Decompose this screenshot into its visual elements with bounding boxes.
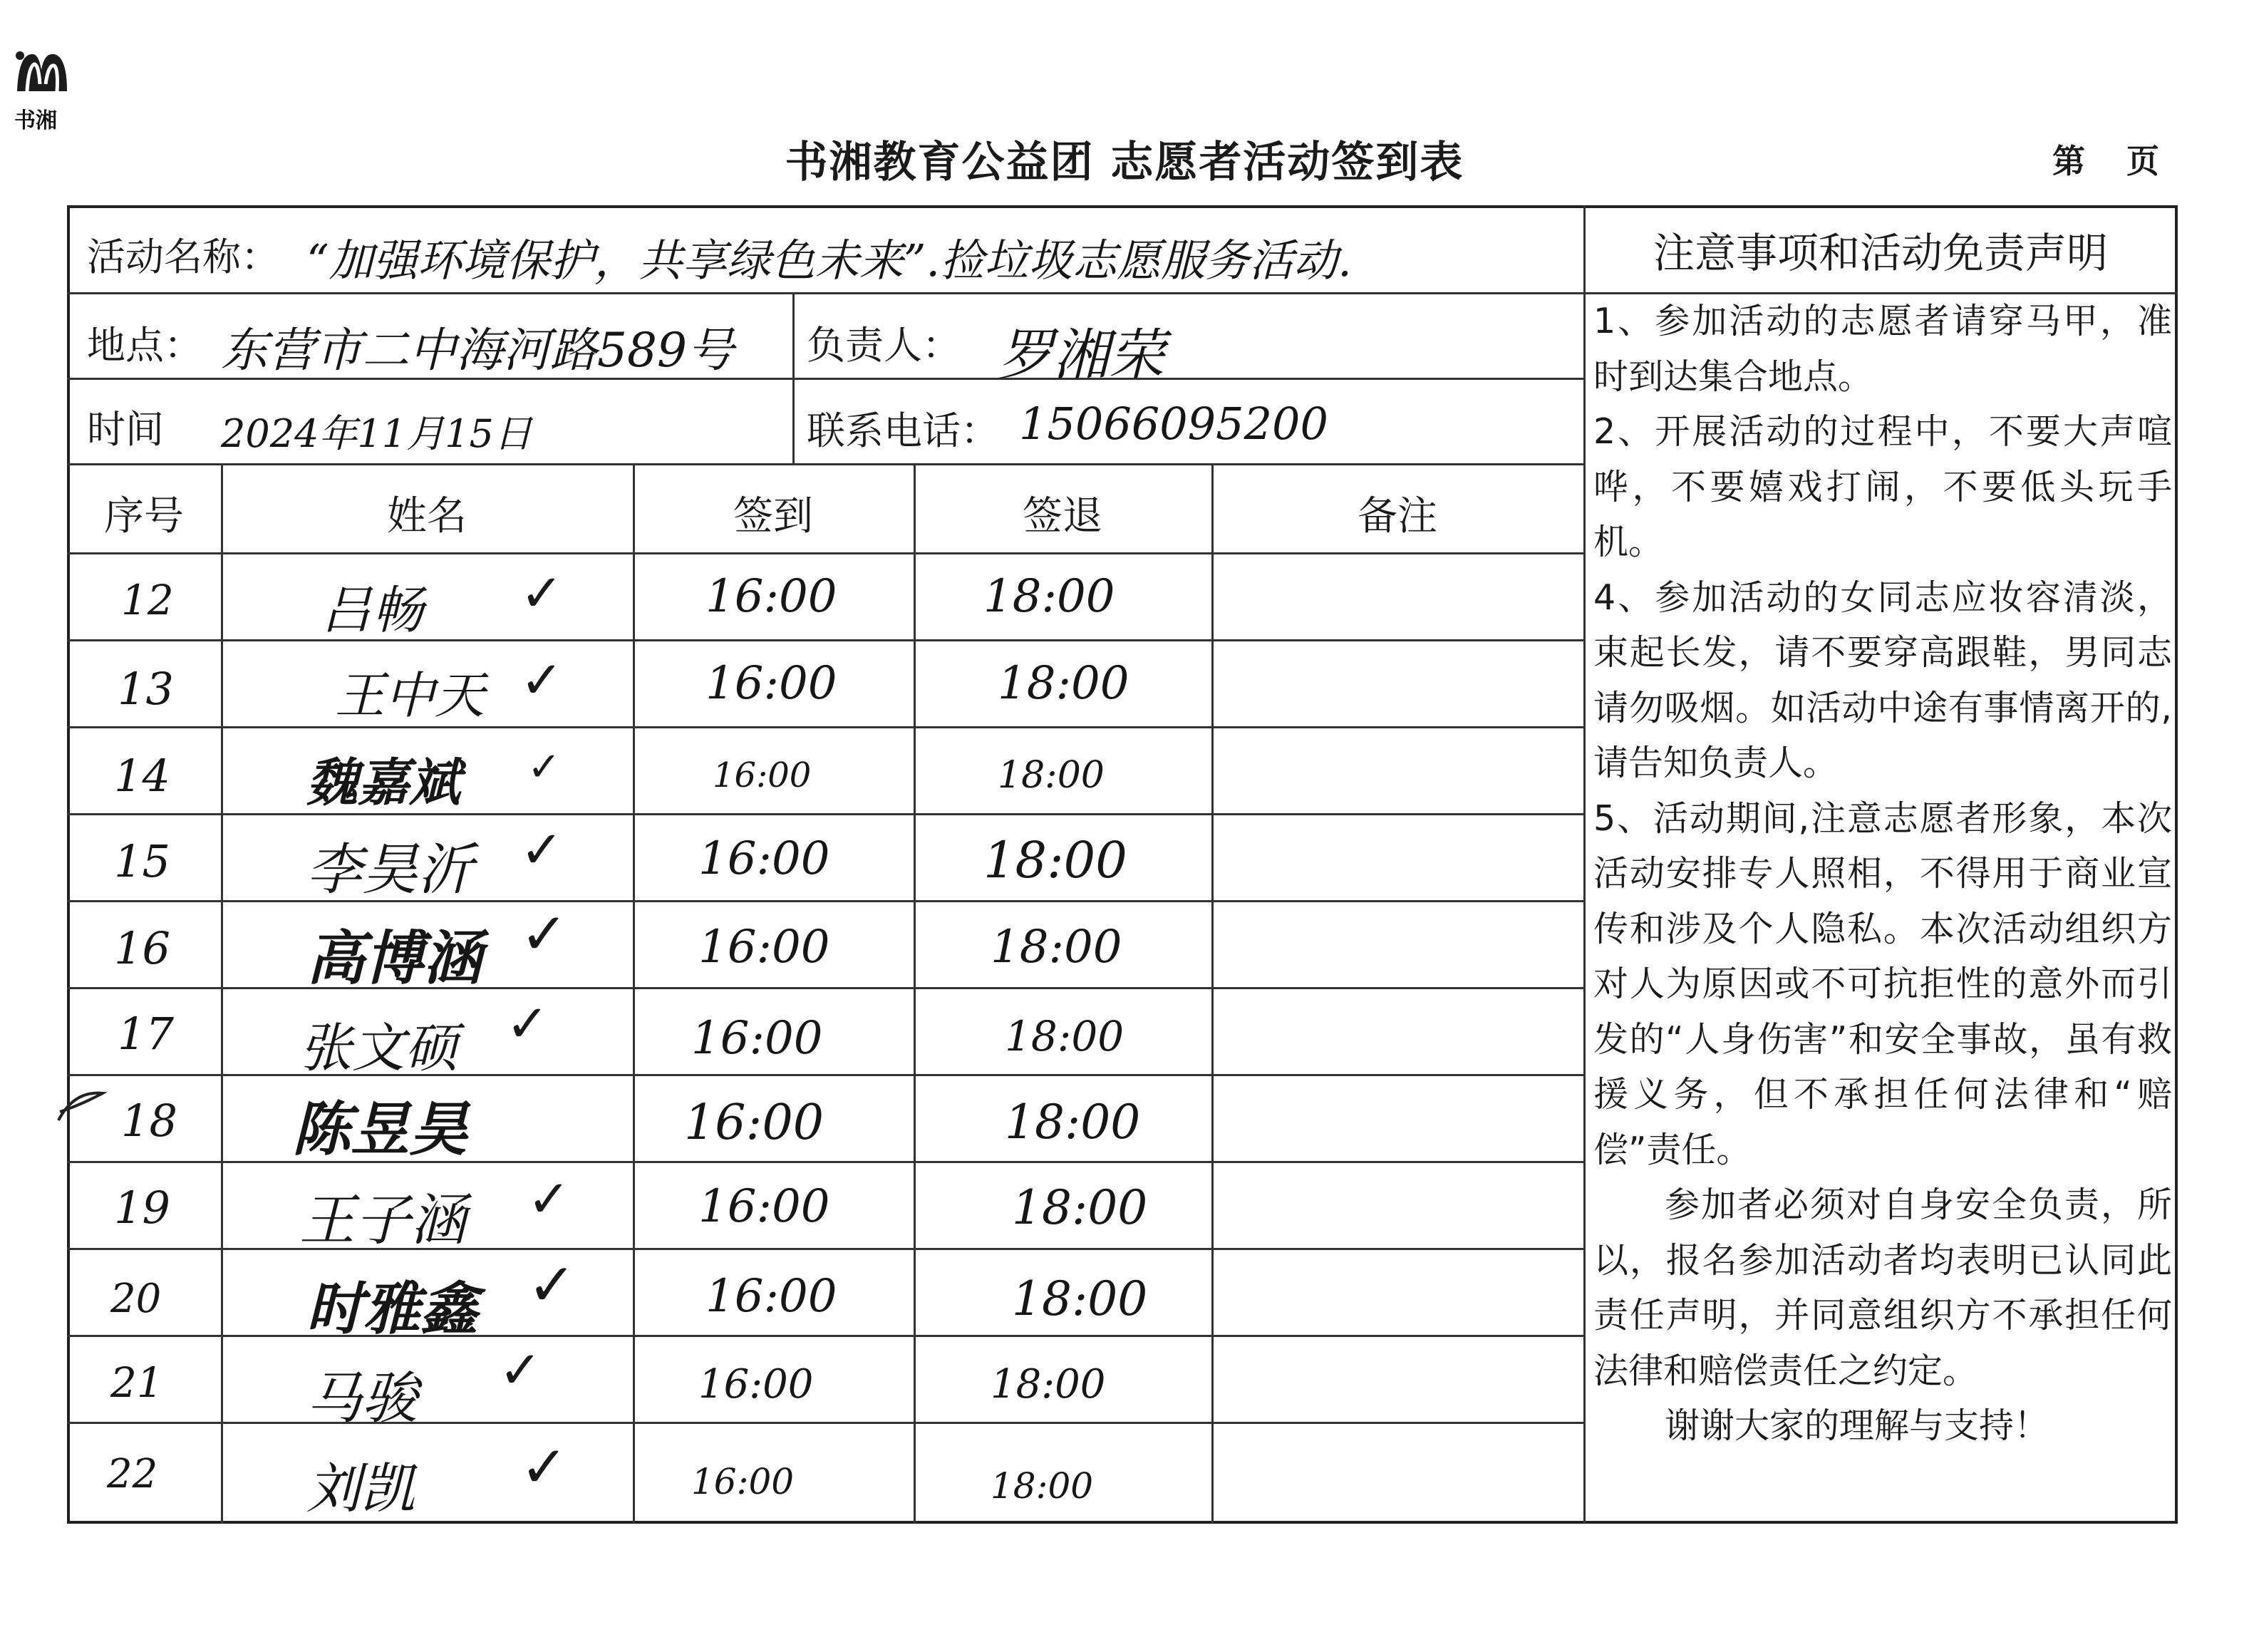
book-logo-icon (10, 41, 74, 105)
row-number: 20 (110, 1276, 162, 1322)
divider (67, 292, 1583, 294)
phone-label: 联系电话： (807, 408, 999, 453)
row-signout: 18:00 (983, 570, 1115, 623)
row-number: 19 (114, 1182, 170, 1234)
page-prefix: 第 (2052, 142, 2085, 180)
row-signout: 18:00 (991, 1361, 1106, 1408)
row-name: 张文硕 (299, 1018, 457, 1079)
row-signout: 18:00 (1012, 1271, 1148, 1326)
header-no: 序号 (104, 493, 184, 540)
row-signout: 18:00 (998, 754, 1105, 797)
divider (67, 900, 1583, 902)
row-name: 陈昱昊 (292, 1095, 467, 1164)
row-signout: 18:00 (1012, 1180, 1148, 1235)
divider (1211, 463, 1214, 1524)
leader-label: 负责人： (807, 323, 961, 368)
header-signout: 签退 (1023, 493, 1102, 540)
check-mark: ✓ (527, 1251, 577, 1319)
divider (67, 1074, 1583, 1076)
row-number: 13 (118, 663, 174, 715)
row-signin: 16:00 (705, 657, 837, 710)
divider (67, 726, 1583, 728)
time-label: 时间 (87, 407, 164, 452)
row-number: 14 (114, 750, 170, 802)
leader-value: 罗湘荣 (998, 324, 1165, 388)
notice-item-2: 2、开展活动的过程中，不要大声喧哗，不要嬉戏打闹，不要低头玩手机。 (1593, 411, 2172, 562)
location-value: 东营市二中海河路589号 (221, 323, 734, 378)
divider (67, 552, 1583, 554)
divider (1583, 205, 1586, 1524)
divider (67, 463, 1583, 465)
notice-item-5: 5、活动期间,注意志愿者形象，本次活动安排专人照相，不得用于商业宣传和涉及个人隐私。本次活动组织方对人为原因或不可抗拒性的意外而引发的“人身伤害”和安全事故，虽有救援义务，但不承担任何法律和“赔偿”责任。 (1593, 797, 2172, 1170)
row-number: 12 (121, 576, 174, 624)
org-logo (10, 41, 74, 134)
row-signin: 16:00 (691, 1461, 795, 1502)
row-number: 21 (110, 1358, 163, 1407)
check-mark: ✓ (520, 820, 564, 879)
row-signin: 16:00 (698, 921, 830, 974)
row-number: 15 (114, 835, 170, 887)
check-mark: ✓ (520, 650, 564, 710)
logo-text: 书湘 (14, 108, 57, 133)
row-signout: 18:00 (983, 831, 1127, 889)
location-label: 地点： (87, 323, 202, 368)
header-name: 姓名 (387, 493, 467, 540)
row-number: 17 (118, 1008, 174, 1060)
notice-item-1: 1、参加活动的志愿者请穿马甲，准时到达集合地点。 (1593, 301, 2172, 397)
notice-item-4: 4、参加活动的女同志应妆容清淡，束起长发，请不要穿高跟鞋，男同志请勿吸烟。如活动中途有事情离开的,请告知负责人。 (1593, 577, 2172, 783)
row-number: 16 (114, 922, 170, 974)
check-mark: ✓ (527, 1169, 571, 1229)
check-mark: ✓ (520, 901, 569, 967)
row-name: 魏嘉斌 (306, 752, 461, 812)
divider (67, 1422, 1583, 1424)
row-name: 王中天 (335, 666, 485, 725)
time-value: 2024年11月15日 (221, 411, 532, 456)
row-signout: 18:00 (1005, 1095, 1141, 1150)
row-signin: 16:00 (698, 1180, 830, 1233)
row-signin: 16:00 (705, 1270, 837, 1323)
divider (67, 639, 1583, 641)
row-name: 马骏 (306, 1367, 418, 1431)
row-signout: 18:00 (1005, 1012, 1124, 1060)
check-mark: ✓ (527, 744, 561, 790)
row-signin: 16:00 (698, 832, 830, 885)
page-number-label (2052, 135, 2159, 182)
row-signin: 16:00 (684, 1095, 824, 1151)
check-mark: ✓ (499, 1340, 542, 1400)
divider (914, 463, 916, 1524)
divider (221, 463, 223, 1524)
row-signout: 18:00 (991, 921, 1122, 974)
row-name: 王子涵 (299, 1189, 467, 1253)
row-name: 李昊沂 (306, 838, 474, 902)
row-signin: 16:00 (713, 755, 812, 795)
row-signin: 16:00 (698, 1361, 814, 1408)
check-mark: ✓ (520, 1434, 569, 1500)
page-suffix: 页 (2126, 142, 2159, 180)
activity-name-value: “加强环境保护，共享绿色未来”.捡垃圾志愿服务活动. (306, 234, 1352, 286)
row-name: 高博涵 (306, 924, 482, 993)
divider (67, 813, 1583, 815)
row-name: 吕畅 (321, 580, 424, 640)
divider (633, 463, 635, 1524)
header-remark: 备注 (1358, 493, 1437, 540)
row-name: 刘凯 (306, 1457, 415, 1520)
notice-thanks: 谢谢大家的理解与支持！ (1665, 1405, 2049, 1446)
divider (67, 987, 1583, 989)
notice-title: 注意事项和活动免责声明 (1653, 229, 2108, 277)
row-signin: 16:00 (691, 1012, 823, 1065)
page-title: 书湘教育公益团 志愿者活动签到表 (785, 138, 1464, 187)
divider (792, 292, 795, 463)
check-mark: ✓ (506, 993, 549, 1053)
row-signin: 16:00 (705, 570, 837, 623)
row-number: 22 (107, 1451, 158, 1497)
row-number: 18 (121, 1095, 177, 1147)
activity-name-label: 活动名称： (87, 234, 279, 279)
divider (67, 1248, 1583, 1250)
header-signin: 签到 (733, 493, 813, 540)
check-mark: ✓ (520, 563, 564, 623)
phone-value: 15066095200 (1019, 398, 1328, 450)
notice-paragraph: 参加者必须对自身安全负责，所以，报名参加活动者均表明已认同此责任声明，并同意组织方不承担任何法律和赔偿责任之约定。 (1593, 1184, 2172, 1391)
row-name: 时雅鑫 (306, 1275, 477, 1342)
divider (67, 1335, 1583, 1337)
row-signout: 18:00 (998, 657, 1129, 710)
row-signout: 18:00 (991, 1465, 1094, 1507)
disclaimer-text (1593, 294, 2172, 1454)
